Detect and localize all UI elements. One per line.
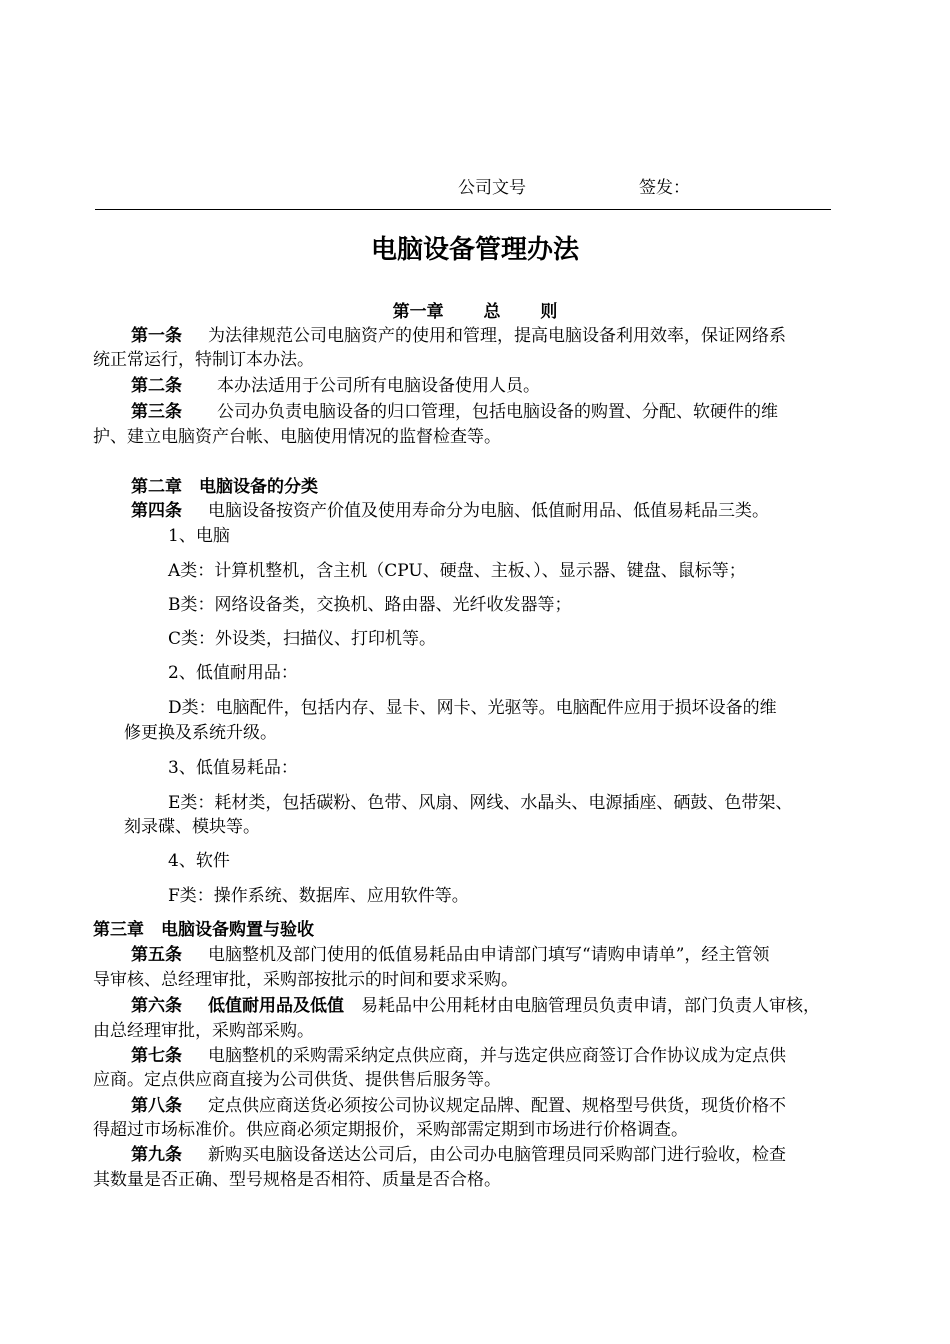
article4-label: 第四条 xyxy=(131,501,182,521)
list-item-durables: 2、低值耐用品： xyxy=(168,663,298,683)
article9-label: 第九条 xyxy=(131,1145,182,1165)
header-rule xyxy=(95,209,831,210)
chapter1-heading-char1: 总 xyxy=(483,302,501,322)
article6-line1: 易耗品中公用耗材由电脑管理员负责申请，部门负责人审核， xyxy=(361,996,820,1016)
chapter1-heading-char2: 则 xyxy=(540,302,558,322)
list-item-class-d-line2: 修更换及系统升级。 xyxy=(124,723,277,743)
list-item-computer: 1、电脑 xyxy=(168,526,230,546)
list-item-class-a: A类：计算机整机，含主机（CPU、硬盘、主板、）、显示器、键盘、鼠标等； xyxy=(168,561,746,581)
article9-line2: 其数量是否正确、型号规格是否相符、质量是否合格。 xyxy=(93,1170,501,1190)
article1-line2: 统正常运行，特制订本办法。 xyxy=(93,350,314,370)
article6-line2: 由总经理审批，采购部采购。 xyxy=(93,1021,314,1041)
chapter2-heading: 第二章 电脑设备的分类 xyxy=(131,477,318,497)
article1-label: 第一条 xyxy=(131,326,182,346)
article6-label: 第六条 xyxy=(131,996,182,1016)
list-item-class-c: C类：外设类，扫描仪、打印机等。 xyxy=(168,629,437,649)
list-item-consumables: 3、低值易耗品： xyxy=(168,758,298,778)
article9-line1: 新购买电脑设备送达公司后，由公司办电脑管理员同采购部门进行验收，检查 xyxy=(208,1145,786,1165)
article3-line1: 公司办负责电脑设备的归口管理，包括电脑设备的购置、分配、软硬件的维 xyxy=(217,402,778,422)
sign-label: 签发： xyxy=(639,178,690,198)
article7-line2: 应商。定点供应商直接为公司供货、提供售后服务等。 xyxy=(93,1070,501,1090)
list-item-class-b: B类：网络设备类，交换机、路由器、光纤收发器等； xyxy=(168,595,572,615)
article8-label: 第八条 xyxy=(131,1096,182,1116)
list-item-class-e-line2: 刻录碟、模块等。 xyxy=(124,817,260,837)
article2-label: 第二条 xyxy=(131,376,182,396)
list-item-class-f: F类：操作系统、数据库、应用软件等。 xyxy=(168,886,469,906)
chapter3-heading: 第三章 电脑设备购置与验收 xyxy=(93,920,314,940)
document-title: 电脑设备管理办法 xyxy=(370,235,579,265)
article1-line1: 为法律规范公司电脑资产的使用和管理，提高电脑设备利用效率，保证网络系 xyxy=(208,326,786,346)
article8-line1: 定点供应商送货必须按公司协议规定品牌、配置、规格型号供货，现货价格不 xyxy=(208,1096,786,1116)
article6-bold-phrase: 低值耐用品及低值 xyxy=(208,996,344,1016)
doc-number-label: 公司文号 xyxy=(458,178,526,198)
article5-label: 第五条 xyxy=(131,945,182,965)
list-item-software: 4、软件 xyxy=(168,851,230,871)
chapter1-heading-number: 第一章 xyxy=(392,302,444,322)
list-item-class-e-line1: E类：耗材类，包括碳粉、色带、风扇、网线、水晶头、电源插座、硒鼓、色带架、 xyxy=(168,793,793,813)
chapter1-heading xyxy=(0,300,950,324)
list-item-class-d-line1: D类：电脑配件，包括内存、显卡、网卡、光驱等。电脑配件应用于损坏设备的维 xyxy=(168,698,777,718)
article8-line2: 得超过市场标准价。供应商必须定期报价，采购部需定期到市场进行价格调查。 xyxy=(93,1120,688,1140)
article3-label: 第三条 xyxy=(131,402,182,422)
article4-line1: 电脑设备按资产价值及使用寿命分为电脑、低值耐用品、低值易耗品三类。 xyxy=(208,501,769,521)
article5-line1: 电脑整机及部门使用的低值易耗品由申请部门填写“请购申请单”，经主管领 xyxy=(208,945,770,965)
article7-line1: 电脑整机的采购需采纳定点供应商，并与选定供应商签订合作协议成为定点供 xyxy=(208,1046,786,1066)
article2-line1: 本办法适用于公司所有电脑设备使用人员。 xyxy=(217,376,540,396)
article3-line2: 护、建立电脑资产台帐、电脑使用情况的监督检查等。 xyxy=(93,427,501,447)
article7-label: 第七条 xyxy=(131,1046,182,1066)
article5-line2: 导审核、总经理审批，采购部按批示的时间和要求采购。 xyxy=(93,970,518,990)
